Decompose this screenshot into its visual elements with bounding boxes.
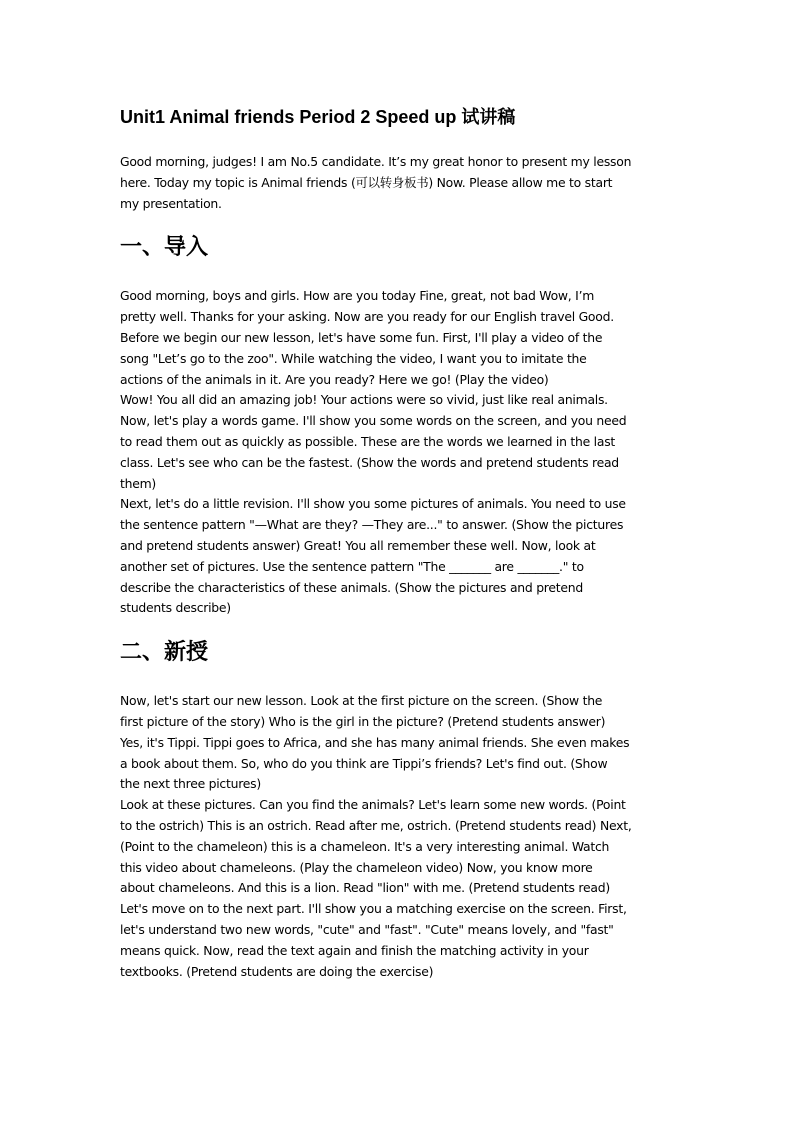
intro-line: here. Today my topic is Animal friends (可以转身板书) Now. Please allow me to start [120, 174, 613, 190]
text-line: about chameleons. And this is a lion. Read "lion" with me. (Pretend students read) [120, 880, 610, 896]
text-line: Next, let's do a little revision. I'll show you some pictures of animals. You need to use [120, 496, 626, 512]
text-line: them) [120, 475, 156, 491]
text-line: this video about chameleons. (Play the chameleon video) Now, you know more [120, 859, 593, 875]
text-line: pretty well. Thanks for your asking. Now are you ready for our English travel Good. [120, 309, 614, 325]
text-line: class. Let's see who can be the fastest. (Show the words and pretend students read [120, 454, 619, 470]
text-line: another set of pictures. Use the sentence pattern "The _______ are _______." to [120, 558, 584, 574]
text-line: song "Let’s go to the zoo". While watching the video, I want you to imitate the [120, 350, 587, 366]
text-line: students describe) [120, 600, 231, 616]
text-line: Now, let's start our new lesson. Look at the first picture on the screen. (Show the [120, 693, 603, 709]
text-line: to read them out as quickly as possible. These are the words we learned in the last [120, 433, 616, 449]
text-line: describe the characteristics of these animals. (Show the pictures and pretend [120, 579, 583, 595]
text-line: to the ostrich) This is an ostrich. Read after me, ostrich. (Pretend students read) Next, [120, 817, 632, 833]
text-line: Look at these pictures. Can you find the animals? Let's learn some new words. (Point [120, 797, 626, 813]
text-line: the sentence pattern "—What are they? —They are..." to answer. (Show the pictures [120, 517, 624, 533]
document-page [120, 104, 680, 982]
text-line: Before we begin our new lesson, let's have some fun. First, I'll play a video of the [120, 329, 603, 345]
text-line: means quick. Now, read the text again and finish the matching activity in your [120, 942, 589, 958]
intro-line: my presentation. [120, 195, 222, 211]
intro-line: Good morning, judges! I am No.5 candidate. It’s my great honor to present my lesson [120, 154, 632, 169]
text-line: the next three pictures) [120, 776, 261, 792]
section-paragraph [120, 286, 680, 619]
text-line: actions of the animals in it. Are you ready? Here we go! (Play the video) [120, 371, 549, 387]
text-line: a book about them. So, who do you think are Tippi’s friends? Let's find out. (Show [120, 755, 608, 771]
text-line: (Point to the chameleon) this is a chameleon. It's a very interesting animal. Watch [120, 838, 610, 854]
section-heading: 一、导入 [120, 235, 209, 261]
text-line: first picture of the story) Who is the girl in the picture? (Pretend students answer) [120, 713, 606, 729]
intro-paragraph [120, 152, 680, 214]
document-title: Unit1 Animal friends Period 2 Speed up 试讲稿 [120, 107, 516, 127]
text-line: Wow! You all did an amazing job! Your actions were so vivid, just like real animals. [120, 392, 608, 408]
text-line: textbooks. (Pretend students are doing the exercise) [120, 963, 434, 979]
text-line: Let's move on to the next part. I'll show you a matching exercise on the screen. First, [120, 901, 627, 917]
text-line: Yes, it's Tippi. Tippi goes to Africa, and she has many animal friends. She even makes [120, 734, 630, 750]
section-heading: 二、新授 [120, 640, 209, 666]
text-line: Now, let's play a words game. I'll show you some words on the screen, and you need [120, 413, 627, 429]
text-line: let's understand two new words, "cute" and "fast". "Cute" means lovely, and "fast" [120, 921, 614, 937]
text-line: Good morning, boys and girls. How are you today Fine, great, not bad Wow, I’m [120, 288, 595, 304]
section-paragraph [120, 691, 680, 982]
text-line: and pretend students answer) Great! You all remember these well. Now, look at [120, 537, 596, 553]
sections-container [120, 234, 680, 982]
